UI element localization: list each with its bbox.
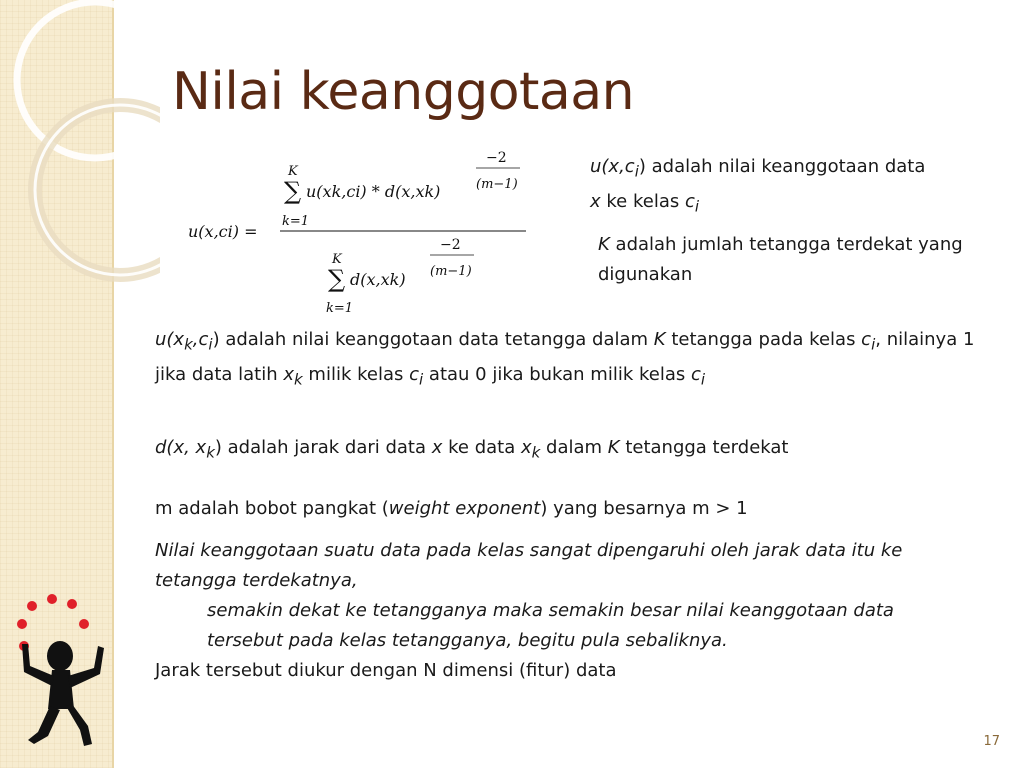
sum-lower-limit: k=1 <box>282 214 310 229</box>
membership-formula <box>180 145 540 320</box>
definition-k: K adalah jumlah tetangga terdekat yang digunakan <box>598 234 963 285</box>
page-title: Nilai keanggotaan <box>172 62 635 122</box>
formula-lhs: u(x,ci) = <box>188 222 258 241</box>
numerator-exponent-top: −2 <box>486 150 507 166</box>
denominator-term: d(x,xk) <box>350 270 406 289</box>
note-line-3: Jarak tersebut diukur dengan N dimensi (fitur) data <box>155 660 617 681</box>
definition-m: m adalah bobot pangkat (weight exponent) yang besarnya m > 1 <box>155 498 748 519</box>
definition-u-xk: $u(x_k,c_i)$ adalah nilai keanggotaan data tetangga dalam K tetangga pada kelas $c_i$, nilainya 1 jika data latih $x_k$ milik kelas $c_i$ atau 0 jika bukan milik kelas $c_i$ <box>155 329 975 389</box>
juggler-figure-icon <box>8 594 118 754</box>
numerator-term: u(xk,ci) * d(x,xk) <box>306 182 441 201</box>
sum-sign-2-icon: ∑ <box>328 265 346 293</box>
sum-upper-limit-2: K <box>332 252 342 267</box>
sum-upper-limit: K <box>288 164 298 179</box>
decorative-circles <box>0 0 160 300</box>
denominator-exponent-bottom: (m−1) <box>430 264 472 279</box>
note-block <box>155 536 975 686</box>
definition-u: $u(x,c_i)$ adalah nilai keanggotaan data x ke kelas $c_i$ <box>590 156 926 216</box>
note-line-2: semakin dekat ke tetangganya maka semakin besar nilai keanggotaan data tersebut pada kelas tetangganya, begitu pula sebaliknya. <box>207 600 894 651</box>
sum-lower-limit-2: k=1 <box>326 301 354 316</box>
denominator-exponent-top: −2 <box>440 237 461 253</box>
page-number: 17 <box>983 734 1000 749</box>
definition-d: d(x, $x_k$) adalah jarak dari data x ke data $x_k$ dalam K tetangga terdekat <box>155 437 789 462</box>
note-line-1: Nilai keanggotaan suatu data pada kelas sangat dipengaruhi oleh jarak data itu ke tetangga terdekatnya, <box>155 540 903 591</box>
sum-sign-icon: ∑ <box>284 177 302 205</box>
numerator-exponent-bottom: (m−1) <box>476 177 518 192</box>
